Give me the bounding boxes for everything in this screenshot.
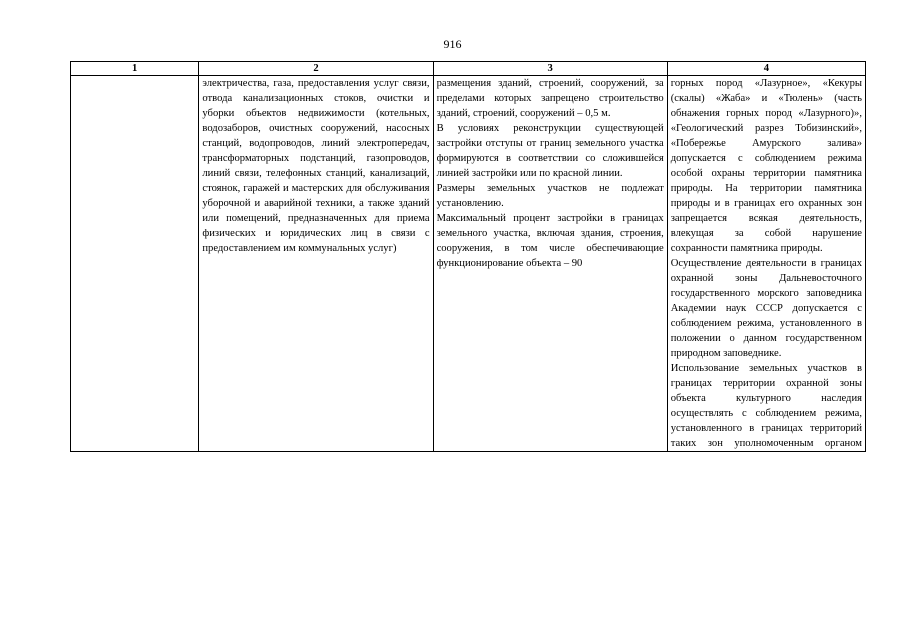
- zoning-table: [70, 61, 866, 452]
- col4-paragraph: Использование земельных участков в границах территории охранной зоны объекта культурного наследия осуществлять с соблюдением режима, установленного в границах территорий таких зон уполномоченным органом: [670, 363, 862, 449]
- page-number: 916: [443, 37, 462, 51]
- cell-col-4: [667, 76, 865, 452]
- column-header-2: 2: [199, 62, 433, 76]
- column-header-4: 4: [667, 62, 865, 76]
- col3-paragraph: размещения зданий, строений, сооружений, за пределами которых запрещено строительство зданий, строений, сооружений – 0,5 м.: [436, 78, 664, 119]
- cell-col-2: [199, 76, 433, 452]
- table-header-row: [71, 62, 866, 76]
- cell-col-1: [71, 76, 199, 452]
- col2-paragraph: электричества, газа, предоставления услуг связи, отвода канализационных стоков, очистки и уборки объектов недвижимости (котельных, водозаборов, очистных сооружений, насосных станций, водопроводов, линий электропередач, трансформаторных подстанций, газопроводов, линий связи, телефонных станций, канализаций, стоянок, гаражей и мастерских для обслуживания уборочной и аварийной техники, а также зданий или помещений, предназначенных для приема физических и юридических лиц в связи с предоставлением им коммунальных услуг): [202, 78, 430, 254]
- cell-col-3: [433, 76, 667, 452]
- table-row: [71, 76, 866, 452]
- column-header-1: 1: [71, 62, 199, 76]
- col4-paragraph: Осуществление деятельности в границах охранной зоны Дальневосточного государственного морского заповедника Академии наук СССР допускается с соблюдением режима, установленного в положении о данном государственном природном заповеднике.: [670, 258, 862, 359]
- col3-paragraph: Максимальный процент застройки в границах земельного участка, включая здания, строения, сооружения, в том числе обеспечивающие функционирование объекта – 90: [436, 213, 664, 269]
- column-header-3: 3: [433, 62, 667, 76]
- col3-paragraph: Размеры земельных участков не подлежат установлению.: [436, 183, 664, 209]
- col4-paragraph: горных пород «Лазурное», «Кекуры (скалы) «Жаба» и «Тюлень» (часть обнажения горных пород «Лазурного)», «Геологический разрез Тобизинский», «Побережье Амурского залива» допускается с соблюдением режима особой охраны территории памятника природы. На территории памятника природы и в границах его охранных зон запрещается всякая деятельность, влекущая за собой нарушение сохранности памятника природы.: [670, 78, 862, 254]
- col3-paragraph: В условиях реконструкции существующей застройки отступы от границ земельного участка формируются в соответствии со сложившейся линией застройки или по красной линии.: [436, 123, 664, 179]
